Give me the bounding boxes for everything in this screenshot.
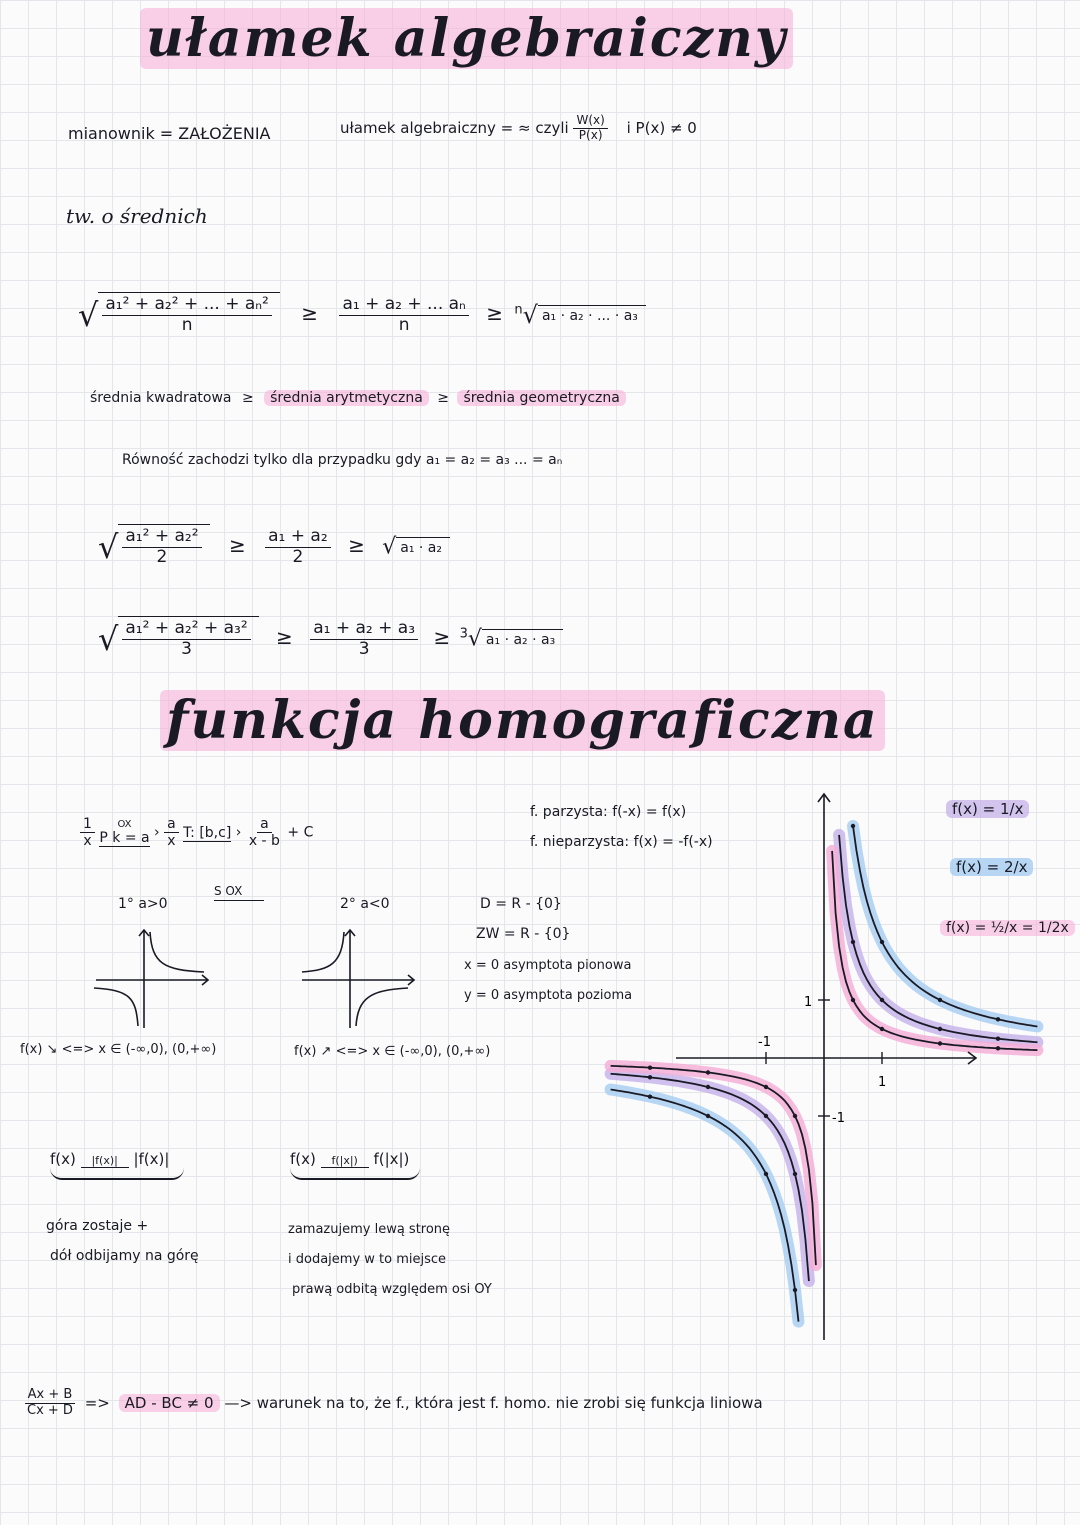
means-two — [98, 524, 450, 567]
condition-den: Cx + D — [27, 1402, 73, 1418]
domain-zw: ZW = R - {0} — [476, 926, 571, 942]
case2-sketch — [296, 920, 426, 1030]
condition-text: —> warunek na to, że f., która jest f. homo. nie zrobi się funkcja liniowa — [224, 1393, 763, 1412]
legend-f1-text: f(x) = 1/x — [946, 800, 1029, 818]
symmetry-arrow — [214, 900, 264, 901]
point-f1 — [648, 1075, 652, 1079]
definition-suffix: i P(x) ≠ 0 — [626, 118, 697, 137]
transform-mid-den: x — [167, 833, 176, 850]
names-geq-1: ≥ — [241, 390, 254, 406]
transform-start-den: x — [83, 833, 92, 850]
nth-root-sign: √ — [522, 301, 538, 330]
abs-outer-note-1: góra zostaje + — [46, 1218, 149, 1234]
abs-outer-rhs: |f(x)| — [133, 1150, 170, 1168]
transform-mid — [164, 816, 179, 849]
abs-inner-rhs: f(|x|) — [373, 1150, 410, 1168]
am-den: n — [398, 314, 410, 335]
transform-end-den: x - b — [248, 833, 280, 850]
three-geq-1: ≥ — [276, 625, 293, 650]
rms-two-den: 2 — [156, 546, 168, 567]
point-f1 — [764, 1114, 768, 1118]
abs-inner-note-3: prawą odbitą względem osi OY — [292, 1282, 492, 1297]
point-f2 — [648, 1094, 652, 1098]
definition-fraction — [573, 114, 607, 143]
vertical-asymptote: x = 0 asymptota pionowa — [464, 958, 632, 973]
am-two-den: 2 — [292, 546, 304, 567]
symmetry-text: S OX — [214, 884, 243, 898]
abs-outer-lhs: f(x) — [50, 1150, 76, 1168]
point-f1 — [996, 1036, 1000, 1040]
point-f3 — [706, 1070, 710, 1074]
condition-arrow: => — [84, 1393, 110, 1412]
am-two-fraction — [265, 527, 331, 567]
geq-1: ≥ — [301, 301, 319, 326]
transform-chain — [80, 816, 313, 849]
am-two-num: a₁ + a₂ — [265, 527, 331, 548]
transform-step-1 — [99, 819, 149, 847]
gm-two-radicand: a₁ · a₂ — [396, 537, 450, 556]
abs-inner-note-1: zamazujemy lewą stronę — [288, 1222, 451, 1237]
means-general — [78, 292, 646, 335]
point-f3 — [648, 1065, 652, 1069]
gm-three-radicand: a₁ · a₂ · a₃ — [482, 629, 563, 648]
means-three — [98, 616, 563, 659]
curve-f1-negative — [611, 1074, 809, 1281]
point-f3 — [996, 1046, 1000, 1050]
legend-f2-text: f(x) = 2/x — [950, 858, 1033, 876]
transform-start-num: 1 — [80, 816, 95, 833]
am-fraction — [339, 295, 468, 335]
geometric-mean: średnia geometryczna — [457, 390, 625, 406]
theorem-label: tw. o średnich — [66, 204, 208, 228]
point-f1 — [851, 940, 855, 944]
rms-fraction — [102, 295, 271, 335]
point-f3 — [793, 1114, 797, 1118]
label-y-minus1: -1 — [832, 1111, 845, 1126]
rms-three-fraction — [122, 619, 250, 659]
abs-outer-note-2: dół odbijamy na górę — [50, 1248, 199, 1264]
geq-2: ≥ — [486, 301, 503, 326]
transform-step-2: T: [b,c] — [183, 824, 232, 841]
step1-top: OX — [117, 818, 132, 830]
abs-inner-arrow-label: f(|x|) — [331, 1154, 358, 1167]
rms-two-fraction — [122, 527, 201, 567]
fraction-definition — [340, 114, 697, 143]
means-names — [90, 390, 626, 406]
condition-fraction — [24, 1388, 76, 1419]
case2-monotonic: f(x) ↗ <=> x ∈ (-∞,0), (0,+∞) — [294, 1044, 491, 1059]
definition-num: W(x) — [573, 114, 607, 129]
definition-prefix: ułamek algebraiczny = ≈ czyli — [340, 118, 569, 137]
abs-outer-arrow-label: |f(x)| — [91, 1154, 118, 1167]
label-y-1: 1 — [804, 995, 813, 1010]
two-geq-2: ≥ — [348, 533, 365, 558]
point-f2 — [793, 1288, 797, 1292]
title-homographic: funkcja homograficzna — [160, 690, 885, 751]
label-x-1: 1 — [878, 1075, 887, 1090]
cube-root-index: 3 — [459, 626, 468, 642]
transform-end — [246, 816, 283, 849]
rms-two-radicand — [118, 524, 209, 567]
highlight-f1-negative — [611, 1074, 809, 1281]
sqrt-sign-three: √ — [98, 620, 119, 659]
abs-inner-lhs: f(x) — [290, 1150, 316, 1168]
abs-outer-arrow — [81, 1154, 129, 1168]
transform-end-suffix: + C — [287, 824, 314, 841]
point-f3 — [938, 1041, 942, 1045]
root-index: n — [514, 302, 523, 318]
abs-inner-arrow — [321, 1154, 369, 1168]
point-f1 — [880, 998, 884, 1002]
step1-label: P k = a — [99, 829, 150, 846]
point-f2 — [938, 998, 942, 1002]
rms-two-num: a₁² + a₂² — [122, 527, 201, 548]
label-x-minus1: -1 — [758, 1035, 771, 1050]
rms-num: a₁² + a₂² + ... + aₙ² — [102, 295, 271, 316]
curve-f1-positive — [839, 835, 1037, 1042]
equality-note: Równość zachodzi tylko dla przypadku gdy a₁ = a₂ = a₃ ... = aₙ — [122, 452, 563, 468]
am-three-fraction — [310, 619, 418, 659]
case1-monotonic: f(x) ↘ <=> x ∈ (-∞,0), (0,+∞) — [20, 1042, 217, 1057]
transform-start — [80, 816, 95, 849]
arrow-1: › — [154, 824, 160, 841]
gm-radicand: a₁ · a₂ · ... · a₃ — [538, 305, 646, 324]
rms-three-num: a₁² + a₂² + a₃² — [122, 619, 250, 640]
domain-d: D = R - {0} — [480, 896, 562, 912]
rms-three-radicand — [118, 616, 258, 659]
point-f2 — [706, 1114, 710, 1118]
highlight-f1-positive — [839, 835, 1037, 1042]
am-three-num: a₁ + a₂ + a₃ — [310, 619, 418, 640]
three-geq-2: ≥ — [433, 625, 451, 650]
point-f3 — [851, 998, 855, 1002]
abs-inner — [290, 1150, 420, 1180]
rms-radicand — [98, 292, 279, 335]
definition-den: P(x) — [578, 127, 603, 142]
point-f1 — [938, 1027, 942, 1031]
abs-inner-brace — [290, 1168, 420, 1180]
rms-three-den: 3 — [181, 638, 192, 659]
quadratic-mean: średnia kwadratowa — [90, 390, 232, 406]
case1-label: 1° a>0 — [118, 896, 168, 912]
point-f2 — [764, 1172, 768, 1176]
symmetry-label — [214, 884, 264, 901]
sqrt-sign-two: √ — [98, 528, 119, 567]
point-f2 — [996, 1017, 1000, 1021]
point-f1 — [706, 1085, 710, 1089]
parity-odd: f. nieparzysta: f(x) = -f(-x) — [530, 834, 713, 850]
arithmetic-mean: średnia arytmetyczna — [264, 390, 429, 406]
abs-inner-arrow-line — [321, 1167, 369, 1168]
abs-outer — [50, 1150, 184, 1180]
abs-inner-note-2: i dodajemy w to miejsce — [288, 1252, 447, 1267]
case2-label: 2° a<0 — [340, 896, 390, 912]
transform-end-num: a — [257, 816, 272, 833]
horizontal-asymptote: y = 0 asymptota pozioma — [464, 988, 633, 1003]
point-f3 — [880, 1027, 884, 1031]
condition-num: Ax + B — [25, 1388, 76, 1404]
denominator-note: mianownik = ZAŁOŻENIA — [68, 124, 271, 143]
point-f1 — [793, 1172, 797, 1176]
names-geq-2: ≥ — [437, 390, 449, 406]
case1-sketch — [90, 920, 220, 1030]
abs-outer-arrow-line — [81, 1167, 129, 1168]
transform-mid-num: a — [164, 816, 179, 833]
hyperbola-graph — [600, 780, 1060, 1350]
legend-f3-text: f(x) = ½/x = 1/2x — [940, 920, 1075, 936]
point-f2 — [851, 824, 855, 828]
cube-root-sign: √ — [467, 626, 482, 652]
two-geq-1: ≥ — [228, 533, 246, 558]
am-num: a₁ + a₂ + ... aₙ — [339, 295, 468, 316]
arrow-2: › — [235, 824, 242, 841]
condition-highlight: AD - BC ≠ 0 — [119, 1394, 220, 1412]
condition-line — [24, 1388, 763, 1419]
rms-den: n — [181, 314, 193, 335]
am-three-den: 3 — [358, 638, 370, 659]
abs-outer-brace — [50, 1168, 184, 1180]
parity-even: f. parzysta: f(-x) = f(x) — [530, 804, 687, 820]
gm-two-sqrt-sign: √ — [382, 534, 397, 560]
point-f2 — [880, 940, 884, 944]
sqrt-sign: √ — [78, 296, 99, 335]
point-f3 — [764, 1085, 768, 1089]
title-fraction: ułamek algebraiczny — [140, 8, 793, 69]
